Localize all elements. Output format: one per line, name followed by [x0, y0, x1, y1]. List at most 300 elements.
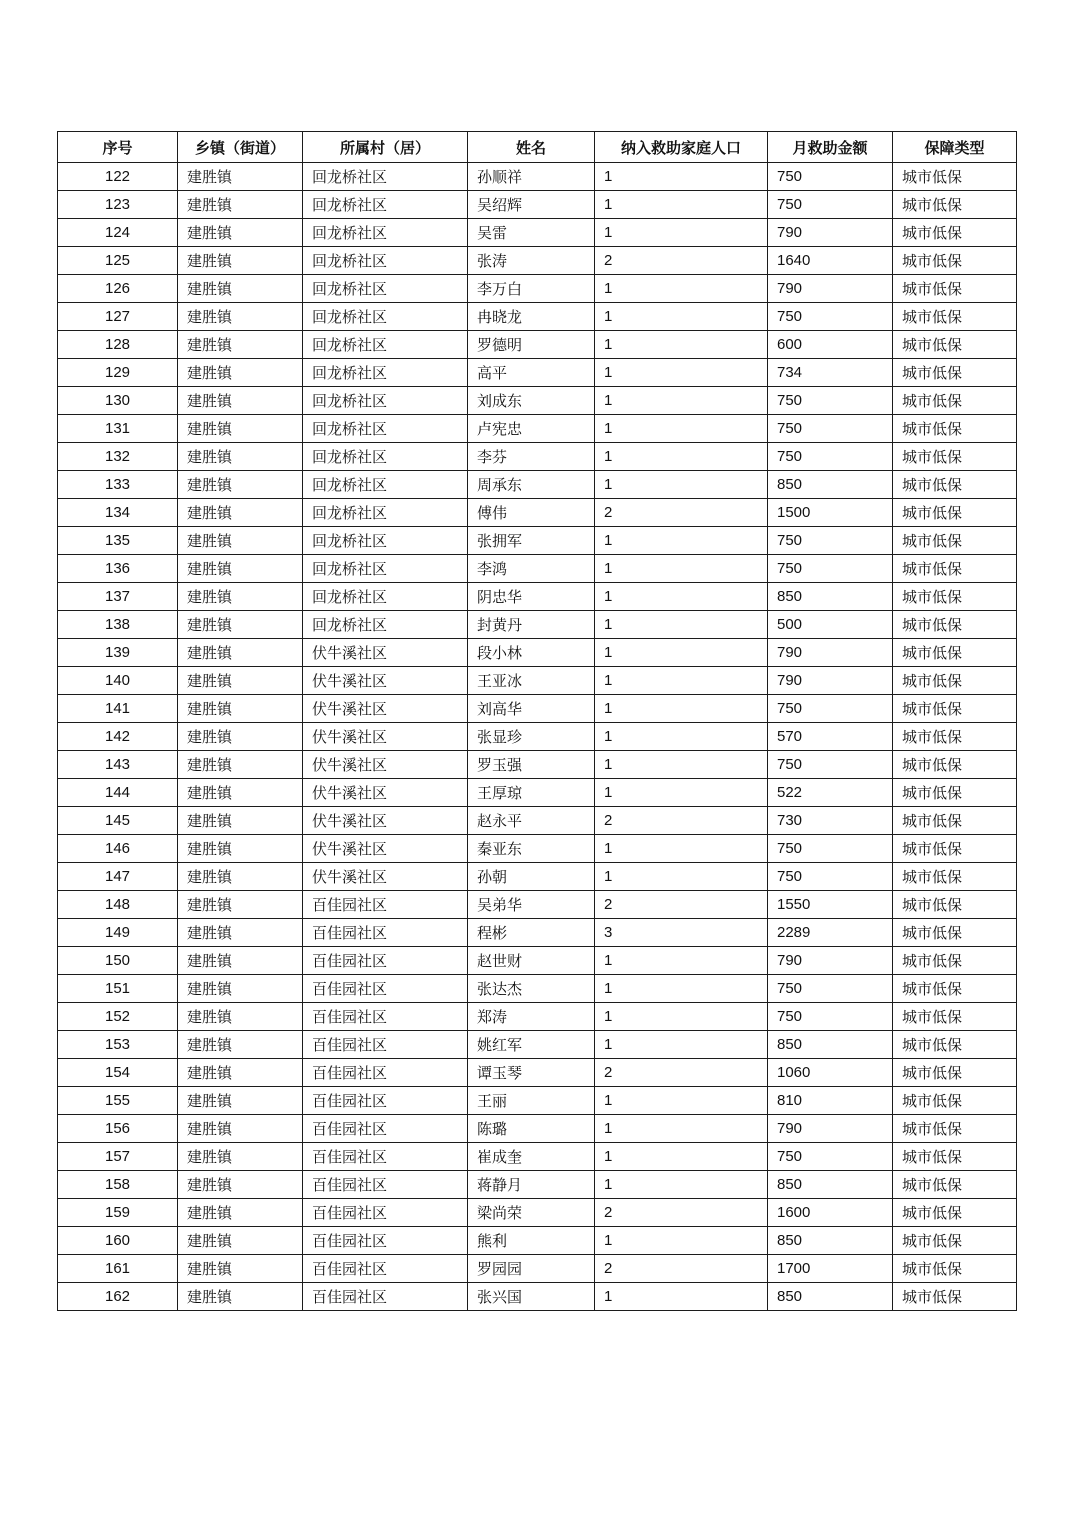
- cell-township: 建胜镇: [178, 863, 303, 891]
- cell-monthly_amount: 790: [768, 1115, 893, 1143]
- cell-monthly_amount: 850: [768, 1283, 893, 1311]
- cell-name: 吴弟华: [468, 891, 595, 919]
- cell-serial: 141: [58, 695, 178, 723]
- cell-assistance_type: 城市低保: [893, 471, 1017, 499]
- cell-township: 建胜镇: [178, 1283, 303, 1311]
- cell-monthly_amount: 1700: [768, 1255, 893, 1283]
- cell-township: 建胜镇: [178, 471, 303, 499]
- table-row: [58, 1199, 1017, 1227]
- table-row: [58, 471, 1017, 499]
- cell-serial: 136: [58, 555, 178, 583]
- cell-name: 王亚冰: [468, 667, 595, 695]
- cell-household_population: 2: [595, 807, 768, 835]
- cell-monthly_amount: 750: [768, 1003, 893, 1031]
- cell-name: 张达杰: [468, 975, 595, 1003]
- cell-household_population: 1: [595, 1003, 768, 1031]
- cell-name: 张显珍: [468, 723, 595, 751]
- cell-monthly_amount: 750: [768, 555, 893, 583]
- cell-household_population: 1: [595, 1031, 768, 1059]
- cell-monthly_amount: 790: [768, 667, 893, 695]
- cell-monthly_amount: 750: [768, 695, 893, 723]
- cell-monthly_amount: 750: [768, 443, 893, 471]
- cell-household_population: 1: [595, 415, 768, 443]
- cell-serial: 156: [58, 1115, 178, 1143]
- cell-household_population: 1: [595, 639, 768, 667]
- cell-name: 刘高华: [468, 695, 595, 723]
- cell-monthly_amount: 750: [768, 191, 893, 219]
- table-row: [58, 219, 1017, 247]
- cell-name: 罗玉强: [468, 751, 595, 779]
- cell-household_population: 1: [595, 835, 768, 863]
- cell-township: 建胜镇: [178, 1227, 303, 1255]
- cell-household_population: 2: [595, 247, 768, 275]
- cell-household_population: 2: [595, 1059, 768, 1087]
- column-header-serial: 序号: [58, 132, 178, 163]
- cell-assistance_type: 城市低保: [893, 163, 1017, 191]
- cell-village: 伏牛溪社区: [303, 723, 468, 751]
- cell-monthly_amount: 790: [768, 947, 893, 975]
- cell-serial: 130: [58, 387, 178, 415]
- cell-township: 建胜镇: [178, 191, 303, 219]
- cell-village: 伏牛溪社区: [303, 695, 468, 723]
- cell-assistance_type: 城市低保: [893, 387, 1017, 415]
- cell-household_population: 1: [595, 695, 768, 723]
- cell-township: 建胜镇: [178, 947, 303, 975]
- cell-name: 赵世财: [468, 947, 595, 975]
- cell-name: 张拥军: [468, 527, 595, 555]
- table-row: [58, 331, 1017, 359]
- cell-village: 百佳园社区: [303, 891, 468, 919]
- cell-village: 百佳园社区: [303, 1227, 468, 1255]
- cell-household_population: 1: [595, 359, 768, 387]
- table-row: [58, 275, 1017, 303]
- assistance-roster-table: [57, 131, 1017, 1311]
- cell-assistance_type: 城市低保: [893, 499, 1017, 527]
- cell-township: 建胜镇: [178, 639, 303, 667]
- table-row: [58, 1227, 1017, 1255]
- cell-assistance_type: 城市低保: [893, 191, 1017, 219]
- cell-monthly_amount: 850: [768, 1227, 893, 1255]
- cell-serial: 140: [58, 667, 178, 695]
- cell-assistance_type: 城市低保: [893, 723, 1017, 751]
- cell-village: 回龙桥社区: [303, 555, 468, 583]
- cell-name: 李芬: [468, 443, 595, 471]
- cell-assistance_type: 城市低保: [893, 1031, 1017, 1059]
- cell-township: 建胜镇: [178, 303, 303, 331]
- cell-village: 百佳园社区: [303, 1003, 468, 1031]
- cell-village: 百佳园社区: [303, 1199, 468, 1227]
- cell-assistance_type: 城市低保: [893, 1283, 1017, 1311]
- cell-monthly_amount: 1600: [768, 1199, 893, 1227]
- cell-name: 崔成奎: [468, 1143, 595, 1171]
- cell-household_population: 1: [595, 555, 768, 583]
- cell-village: 百佳园社区: [303, 1087, 468, 1115]
- cell-township: 建胜镇: [178, 611, 303, 639]
- cell-village: 伏牛溪社区: [303, 639, 468, 667]
- cell-name: 谭玉琴: [468, 1059, 595, 1087]
- cell-monthly_amount: 750: [768, 303, 893, 331]
- cell-township: 建胜镇: [178, 1199, 303, 1227]
- cell-assistance_type: 城市低保: [893, 583, 1017, 611]
- cell-monthly_amount: 500: [768, 611, 893, 639]
- table-row: [58, 611, 1017, 639]
- cell-monthly_amount: 730: [768, 807, 893, 835]
- table-row: [58, 583, 1017, 611]
- cell-serial: 160: [58, 1227, 178, 1255]
- cell-name: 刘成东: [468, 387, 595, 415]
- cell-name: 张涛: [468, 247, 595, 275]
- cell-monthly_amount: 1550: [768, 891, 893, 919]
- cell-serial: 135: [58, 527, 178, 555]
- cell-serial: 142: [58, 723, 178, 751]
- cell-assistance_type: 城市低保: [893, 443, 1017, 471]
- cell-monthly_amount: 600: [768, 331, 893, 359]
- cell-village: 伏牛溪社区: [303, 807, 468, 835]
- cell-village: 百佳园社区: [303, 1031, 468, 1059]
- cell-household_population: 1: [595, 779, 768, 807]
- cell-township: 建胜镇: [178, 555, 303, 583]
- cell-serial: 127: [58, 303, 178, 331]
- cell-household_population: 1: [595, 1143, 768, 1171]
- cell-township: 建胜镇: [178, 779, 303, 807]
- cell-village: 回龙桥社区: [303, 583, 468, 611]
- cell-serial: 152: [58, 1003, 178, 1031]
- cell-serial: 157: [58, 1143, 178, 1171]
- cell-serial: 133: [58, 471, 178, 499]
- cell-serial: 122: [58, 163, 178, 191]
- cell-household_population: 2: [595, 1255, 768, 1283]
- cell-assistance_type: 城市低保: [893, 947, 1017, 975]
- cell-name: 李万白: [468, 275, 595, 303]
- cell-township: 建胜镇: [178, 219, 303, 247]
- cell-township: 建胜镇: [178, 1143, 303, 1171]
- cell-township: 建胜镇: [178, 1255, 303, 1283]
- cell-village: 百佳园社区: [303, 1059, 468, 1087]
- cell-monthly_amount: 522: [768, 779, 893, 807]
- cell-assistance_type: 城市低保: [893, 527, 1017, 555]
- table-row: [58, 723, 1017, 751]
- cell-household_population: 1: [595, 583, 768, 611]
- cell-village: 回龙桥社区: [303, 499, 468, 527]
- cell-township: 建胜镇: [178, 583, 303, 611]
- cell-township: 建胜镇: [178, 835, 303, 863]
- cell-household_population: 1: [595, 751, 768, 779]
- table-row: [58, 1171, 1017, 1199]
- column-header-monthly_amount: 月救助金额: [768, 132, 893, 163]
- cell-village: 回龙桥社区: [303, 247, 468, 275]
- cell-household_population: 1: [595, 1227, 768, 1255]
- cell-monthly_amount: 850: [768, 1171, 893, 1199]
- cell-serial: 123: [58, 191, 178, 219]
- cell-assistance_type: 城市低保: [893, 219, 1017, 247]
- table-row: [58, 247, 1017, 275]
- cell-monthly_amount: 750: [768, 1143, 893, 1171]
- cell-serial: 132: [58, 443, 178, 471]
- cell-township: 建胜镇: [178, 415, 303, 443]
- cell-name: 陈璐: [468, 1115, 595, 1143]
- cell-household_population: 1: [595, 191, 768, 219]
- cell-name: 孙顺祥: [468, 163, 595, 191]
- cell-assistance_type: 城市低保: [893, 415, 1017, 443]
- cell-household_population: 1: [595, 1283, 768, 1311]
- table-row: [58, 891, 1017, 919]
- cell-household_population: 1: [595, 1171, 768, 1199]
- cell-village: 回龙桥社区: [303, 527, 468, 555]
- table-row: [58, 639, 1017, 667]
- table-row: [58, 1003, 1017, 1031]
- cell-assistance_type: 城市低保: [893, 779, 1017, 807]
- table-row: [58, 359, 1017, 387]
- cell-name: 姚红军: [468, 1031, 595, 1059]
- cell-village: 百佳园社区: [303, 1115, 468, 1143]
- cell-household_population: 1: [595, 1115, 768, 1143]
- cell-household_population: 1: [595, 387, 768, 415]
- cell-assistance_type: 城市低保: [893, 1171, 1017, 1199]
- cell-village: 回龙桥社区: [303, 359, 468, 387]
- cell-household_population: 2: [595, 891, 768, 919]
- cell-village: 百佳园社区: [303, 1255, 468, 1283]
- cell-household_population: 1: [595, 303, 768, 331]
- cell-name: 卢宪忠: [468, 415, 595, 443]
- cell-assistance_type: 城市低保: [893, 807, 1017, 835]
- cell-assistance_type: 城市低保: [893, 863, 1017, 891]
- cell-serial: 146: [58, 835, 178, 863]
- table-row: [58, 1031, 1017, 1059]
- cell-village: 百佳园社区: [303, 919, 468, 947]
- cell-township: 建胜镇: [178, 919, 303, 947]
- cell-village: 百佳园社区: [303, 1143, 468, 1171]
- cell-township: 建胜镇: [178, 1003, 303, 1031]
- cell-village: 回龙桥社区: [303, 443, 468, 471]
- cell-monthly_amount: 750: [768, 975, 893, 1003]
- cell-assistance_type: 城市低保: [893, 667, 1017, 695]
- cell-serial: 155: [58, 1087, 178, 1115]
- cell-serial: 138: [58, 611, 178, 639]
- cell-name: 秦亚东: [468, 835, 595, 863]
- cell-name: 段小林: [468, 639, 595, 667]
- cell-township: 建胜镇: [178, 1059, 303, 1087]
- cell-township: 建胜镇: [178, 1031, 303, 1059]
- cell-name: 傅伟: [468, 499, 595, 527]
- cell-household_population: 1: [595, 975, 768, 1003]
- table-row: [58, 1059, 1017, 1087]
- cell-township: 建胜镇: [178, 499, 303, 527]
- cell-name: 冉晓龙: [468, 303, 595, 331]
- cell-household_population: 1: [595, 331, 768, 359]
- table-row: [58, 947, 1017, 975]
- cell-household_population: 1: [595, 275, 768, 303]
- table-row: [58, 919, 1017, 947]
- cell-monthly_amount: 570: [768, 723, 893, 751]
- cell-serial: 158: [58, 1171, 178, 1199]
- cell-monthly_amount: 810: [768, 1087, 893, 1115]
- cell-village: 回龙桥社区: [303, 275, 468, 303]
- table-row: [58, 667, 1017, 695]
- cell-assistance_type: 城市低保: [893, 975, 1017, 1003]
- cell-monthly_amount: 790: [768, 275, 893, 303]
- table-row: [58, 163, 1017, 191]
- cell-assistance_type: 城市低保: [893, 359, 1017, 387]
- cell-serial: 161: [58, 1255, 178, 1283]
- cell-household_population: 3: [595, 919, 768, 947]
- table-row: [58, 499, 1017, 527]
- cell-serial: 162: [58, 1283, 178, 1311]
- column-header-household_population: 纳入救助家庭人口: [595, 132, 768, 163]
- cell-monthly_amount: 1500: [768, 499, 893, 527]
- cell-village: 回龙桥社区: [303, 611, 468, 639]
- table-row: [58, 191, 1017, 219]
- cell-monthly_amount: 790: [768, 219, 893, 247]
- cell-village: 回龙桥社区: [303, 331, 468, 359]
- cell-assistance_type: 城市低保: [893, 555, 1017, 583]
- cell-assistance_type: 城市低保: [893, 695, 1017, 723]
- cell-assistance_type: 城市低保: [893, 1199, 1017, 1227]
- cell-household_population: 1: [595, 947, 768, 975]
- cell-assistance_type: 城市低保: [893, 835, 1017, 863]
- cell-assistance_type: 城市低保: [893, 1059, 1017, 1087]
- table-row: [58, 975, 1017, 1003]
- cell-serial: 148: [58, 891, 178, 919]
- cell-household_population: 1: [595, 611, 768, 639]
- table-row: [58, 1283, 1017, 1311]
- cell-monthly_amount: 790: [768, 639, 893, 667]
- cell-household_population: 1: [595, 471, 768, 499]
- cell-serial: 126: [58, 275, 178, 303]
- cell-monthly_amount: 1060: [768, 1059, 893, 1087]
- cell-serial: 145: [58, 807, 178, 835]
- cell-village: 伏牛溪社区: [303, 835, 468, 863]
- cell-assistance_type: 城市低保: [893, 247, 1017, 275]
- table-row: [58, 695, 1017, 723]
- cell-village: 百佳园社区: [303, 1171, 468, 1199]
- cell-monthly_amount: 1640: [768, 247, 893, 275]
- cell-household_population: 1: [595, 443, 768, 471]
- cell-name: 李鸿: [468, 555, 595, 583]
- table-row: [58, 863, 1017, 891]
- cell-village: 百佳园社区: [303, 975, 468, 1003]
- cell-village: 回龙桥社区: [303, 219, 468, 247]
- cell-name: 程彬: [468, 919, 595, 947]
- cell-serial: 131: [58, 415, 178, 443]
- cell-serial: 139: [58, 639, 178, 667]
- cell-township: 建胜镇: [178, 723, 303, 751]
- table-row: [58, 779, 1017, 807]
- cell-name: 罗园园: [468, 1255, 595, 1283]
- cell-village: 回龙桥社区: [303, 163, 468, 191]
- cell-village: 回龙桥社区: [303, 415, 468, 443]
- cell-monthly_amount: 750: [768, 751, 893, 779]
- cell-household_population: 1: [595, 667, 768, 695]
- cell-assistance_type: 城市低保: [893, 1227, 1017, 1255]
- cell-monthly_amount: 750: [768, 527, 893, 555]
- cell-name: 孙朝: [468, 863, 595, 891]
- cell-assistance_type: 城市低保: [893, 331, 1017, 359]
- table-row: [58, 527, 1017, 555]
- cell-assistance_type: 城市低保: [893, 303, 1017, 331]
- table-row: [58, 751, 1017, 779]
- cell-monthly_amount: 750: [768, 415, 893, 443]
- cell-township: 建胜镇: [178, 975, 303, 1003]
- cell-name: 蒋静月: [468, 1171, 595, 1199]
- table-row: [58, 1143, 1017, 1171]
- cell-name: 罗德明: [468, 331, 595, 359]
- cell-monthly_amount: 850: [768, 583, 893, 611]
- cell-village: 伏牛溪社区: [303, 779, 468, 807]
- cell-household_population: 1: [595, 163, 768, 191]
- cell-assistance_type: 城市低保: [893, 1003, 1017, 1031]
- cell-village: 回龙桥社区: [303, 191, 468, 219]
- cell-township: 建胜镇: [178, 891, 303, 919]
- cell-township: 建胜镇: [178, 807, 303, 835]
- cell-township: 建胜镇: [178, 275, 303, 303]
- cell-monthly_amount: 750: [768, 163, 893, 191]
- cell-assistance_type: 城市低保: [893, 611, 1017, 639]
- cell-township: 建胜镇: [178, 359, 303, 387]
- cell-monthly_amount: 850: [768, 471, 893, 499]
- table-row: [58, 387, 1017, 415]
- cell-assistance_type: 城市低保: [893, 1115, 1017, 1143]
- cell-name: 赵永平: [468, 807, 595, 835]
- cell-household_population: 2: [595, 1199, 768, 1227]
- column-header-township: 乡镇（街道）: [178, 132, 303, 163]
- cell-serial: 137: [58, 583, 178, 611]
- cell-serial: 128: [58, 331, 178, 359]
- cell-assistance_type: 城市低保: [893, 1255, 1017, 1283]
- cell-assistance_type: 城市低保: [893, 891, 1017, 919]
- table-row: [58, 303, 1017, 331]
- cell-township: 建胜镇: [178, 751, 303, 779]
- cell-assistance_type: 城市低保: [893, 751, 1017, 779]
- cell-name: 熊利: [468, 1227, 595, 1255]
- cell-monthly_amount: 850: [768, 1031, 893, 1059]
- table-row: [58, 1115, 1017, 1143]
- cell-village: 百佳园社区: [303, 947, 468, 975]
- table-row: [58, 555, 1017, 583]
- cell-township: 建胜镇: [178, 163, 303, 191]
- table-row: [58, 1087, 1017, 1115]
- cell-serial: 154: [58, 1059, 178, 1087]
- cell-monthly_amount: 734: [768, 359, 893, 387]
- cell-serial: 134: [58, 499, 178, 527]
- cell-township: 建胜镇: [178, 387, 303, 415]
- column-header-assistance_type: 保障类型: [893, 132, 1017, 163]
- cell-name: 梁尚荣: [468, 1199, 595, 1227]
- cell-village: 伏牛溪社区: [303, 667, 468, 695]
- cell-assistance_type: 城市低保: [893, 275, 1017, 303]
- cell-name: 封黄丹: [468, 611, 595, 639]
- cell-name: 吴雷: [468, 219, 595, 247]
- cell-serial: 144: [58, 779, 178, 807]
- cell-name: 高平: [468, 359, 595, 387]
- cell-monthly_amount: 750: [768, 387, 893, 415]
- cell-township: 建胜镇: [178, 443, 303, 471]
- cell-household_population: 1: [595, 219, 768, 247]
- table-row: [58, 1255, 1017, 1283]
- column-header-village: 所属村（居）: [303, 132, 468, 163]
- cell-serial: 153: [58, 1031, 178, 1059]
- cell-assistance_type: 城市低保: [893, 1087, 1017, 1115]
- cell-village: 伏牛溪社区: [303, 863, 468, 891]
- table-row: [58, 835, 1017, 863]
- cell-township: 建胜镇: [178, 1171, 303, 1199]
- cell-name: 张兴国: [468, 1283, 595, 1311]
- cell-name: 王厚琼: [468, 779, 595, 807]
- cell-village: 回龙桥社区: [303, 303, 468, 331]
- cell-assistance_type: 城市低保: [893, 919, 1017, 947]
- cell-household_population: 2: [595, 499, 768, 527]
- cell-household_population: 1: [595, 527, 768, 555]
- cell-household_population: 1: [595, 863, 768, 891]
